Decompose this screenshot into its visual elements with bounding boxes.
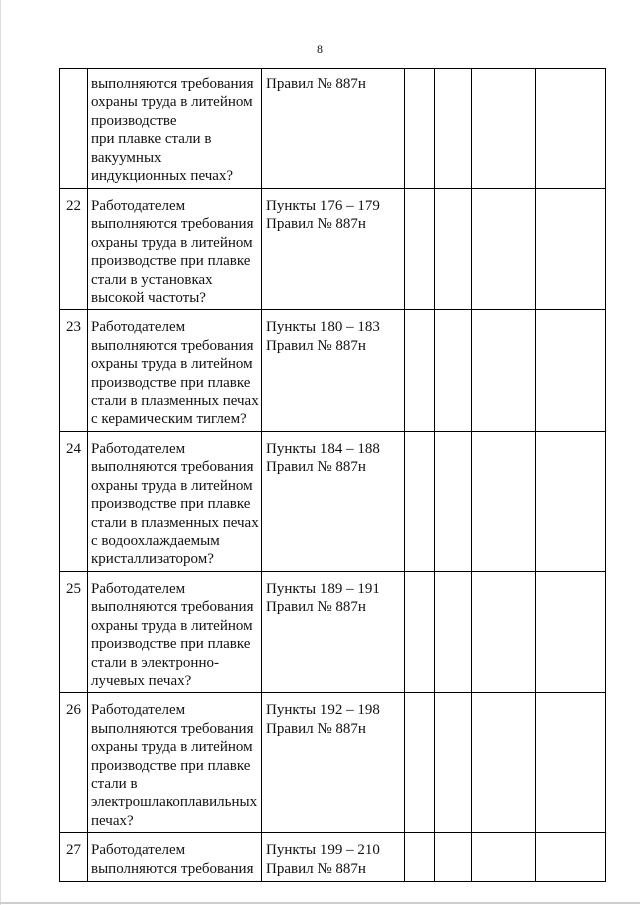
- question-line: охраны труда в литейном: [91, 477, 253, 494]
- question-line: индукционных печах?: [91, 168, 234, 185]
- answer-na-cell: [472, 189, 536, 310]
- row-number: 23: [60, 310, 88, 431]
- reference-cell: [262, 69, 405, 189]
- question-cell: [88, 69, 262, 189]
- question-line: Работодателем: [91, 198, 186, 214]
- row-number: 22: [60, 189, 88, 310]
- answer-yes-cell: [405, 431, 435, 571]
- question-line: охраны труда в литейном: [91, 739, 253, 756]
- row-number: 27: [60, 833, 88, 882]
- question-line: Работодателем: [91, 440, 186, 457]
- reference-cell: [262, 431, 405, 571]
- question-line: вакуумных: [91, 149, 162, 166]
- table-row: [60, 693, 606, 833]
- question-line: стали в: [91, 775, 138, 792]
- answer-yes-cell: [405, 310, 435, 431]
- question-line: выполняются требования: [91, 599, 254, 616]
- comment-cell: [536, 189, 606, 310]
- table-row: [60, 69, 606, 189]
- table-row: [60, 310, 606, 431]
- question-line: выполняются требования: [91, 459, 254, 476]
- checklist-table: [59, 68, 606, 882]
- reference-line: Пункты 199 – 210: [266, 842, 380, 859]
- answer-yes-cell: [405, 69, 435, 189]
- question-line: производстве при плавке: [91, 636, 251, 653]
- answer-no-cell: [435, 431, 472, 571]
- question-line: Работодателем: [91, 702, 186, 719]
- reference-line: Правил № 887н: [266, 337, 366, 354]
- answer-no-cell: [435, 693, 472, 833]
- question-cell: [88, 833, 262, 882]
- reference-cell: [262, 833, 405, 882]
- question-line: производстве при плавке: [91, 374, 251, 391]
- row-number: [60, 69, 88, 189]
- reference-line: Правил № 887н: [266, 720, 366, 737]
- comment-cell: [536, 431, 606, 571]
- question-line: с керамическим тиглем?: [91, 411, 247, 428]
- answer-na-cell: [472, 310, 536, 431]
- question-line: стали в установках: [91, 271, 213, 288]
- comment-cell: [536, 833, 606, 882]
- answer-na-cell: [472, 833, 536, 882]
- answer-yes-cell: [405, 833, 435, 882]
- comment-cell: [536, 310, 606, 431]
- reference-cell: [262, 310, 405, 431]
- answer-na-cell: [472, 431, 536, 571]
- reference-cell: [262, 571, 405, 692]
- question-line: охраны труда в литейном: [91, 94, 253, 111]
- question-line: производстве при плавке: [91, 757, 251, 774]
- question-line: выполняются требования: [91, 216, 254, 233]
- question-cell: [88, 310, 262, 431]
- answer-yes-cell: [405, 189, 435, 310]
- question-line: стали в плазменных печах: [91, 514, 259, 531]
- answer-yes-cell: [405, 571, 435, 692]
- question-line: высокой частоты?: [91, 290, 206, 307]
- answer-na-cell: [472, 571, 536, 692]
- question-line: лучевых печах?: [91, 672, 192, 689]
- bottom-divider: [0, 902, 640, 904]
- answer-no-cell: [435, 189, 472, 310]
- question-line: электрошлакоплавильных: [91, 794, 258, 811]
- question-line: выполняются требования: [91, 76, 254, 92]
- question-line: выполняются требования: [91, 860, 254, 877]
- scan-edge: [0, 0, 1, 905]
- reference-line: Пункты 189 – 191: [266, 580, 380, 597]
- question-line: охраны труда в литейном: [91, 617, 253, 634]
- question-line: печах?: [91, 812, 134, 829]
- table-row: [60, 189, 606, 310]
- reference-line: Правил № 887н: [266, 860, 366, 877]
- reference-line: Правил № 887н: [266, 216, 366, 233]
- answer-na-cell: [472, 693, 536, 833]
- reference-line: Пункты 180 – 183: [266, 319, 380, 336]
- reference-cell: [262, 189, 405, 310]
- question-line: кристаллизатором?: [91, 551, 214, 568]
- question-line: Работодателем: [91, 580, 186, 597]
- comment-cell: [536, 571, 606, 692]
- comment-cell: [536, 693, 606, 833]
- answer-no-cell: [435, 571, 472, 692]
- page-number: 8: [317, 42, 323, 56]
- reference-line: Правил № 887н: [266, 459, 366, 476]
- question-line: охраны труда в литейном: [91, 356, 253, 373]
- question-cell: [88, 693, 262, 833]
- question-line: с водоохлаждаемым: [91, 532, 220, 549]
- question-line: стали в плазменных печах: [91, 393, 259, 410]
- question-line: производстве при плавке: [91, 496, 251, 513]
- question-line: производстве: [91, 112, 177, 129]
- row-number: 26: [60, 693, 88, 833]
- reference-line: Правил № 887н: [266, 76, 366, 92]
- reference-line: Правил № 887н: [266, 599, 366, 616]
- table-row: [60, 833, 606, 882]
- question-line: при плавке стали в: [91, 131, 212, 148]
- question-line: производстве при плавке: [91, 253, 251, 270]
- question-line: стали в электронно-: [91, 654, 219, 671]
- answer-na-cell: [472, 69, 536, 189]
- question-line: охраны труда в литейном: [91, 234, 253, 251]
- comment-cell: [536, 69, 606, 189]
- row-number: 25: [60, 571, 88, 692]
- table-row: [60, 431, 606, 571]
- question-line: выполняются требования: [91, 337, 254, 354]
- question-line: Работодателем: [91, 319, 186, 336]
- reference-line: Пункты 184 – 188: [266, 440, 380, 457]
- question-cell: [88, 431, 262, 571]
- answer-no-cell: [435, 310, 472, 431]
- reference-cell: [262, 693, 405, 833]
- row-number: 24: [60, 431, 88, 571]
- question-cell: [88, 571, 262, 692]
- answer-no-cell: [435, 833, 472, 882]
- reference-line: Пункты 176 – 179: [266, 198, 380, 214]
- answer-yes-cell: [405, 693, 435, 833]
- question-line: Работодателем: [91, 842, 186, 859]
- answer-no-cell: [435, 69, 472, 189]
- question-cell: [88, 189, 262, 310]
- question-line: выполняются требования: [91, 720, 254, 737]
- reference-line: Пункты 192 – 198: [266, 702, 380, 719]
- table-row: [60, 571, 606, 692]
